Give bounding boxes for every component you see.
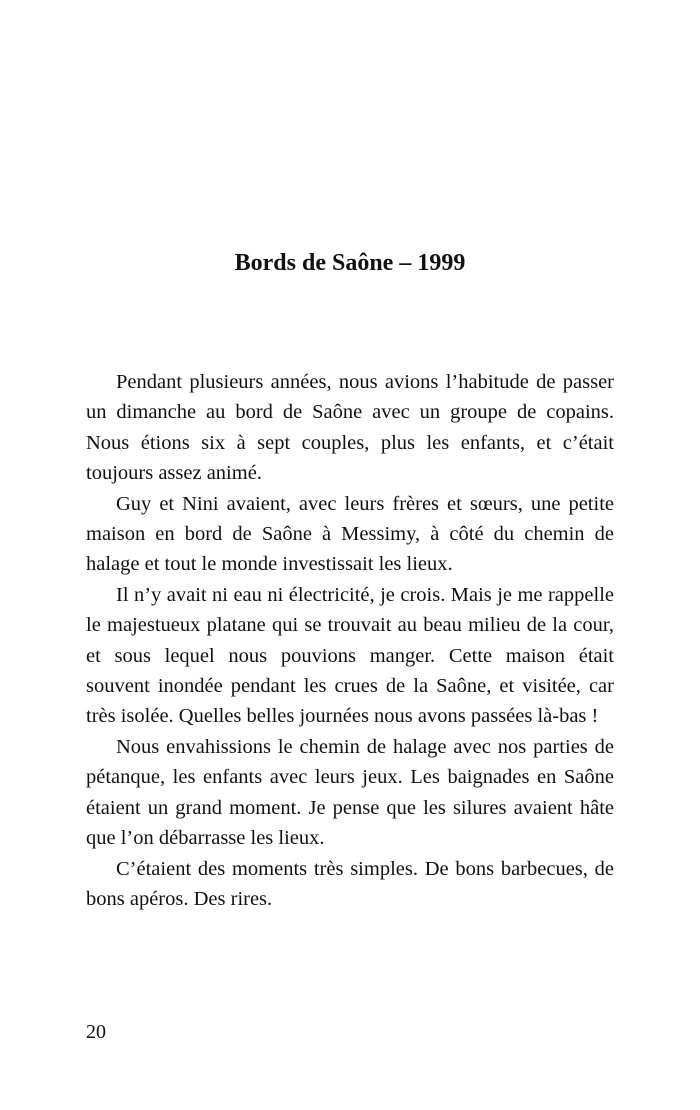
- paragraph: Pendant plusieurs années, nous avions l’habitude de passer un dimanche au bord de Saône avec un groupe de copains. Nous étions six à sept couples, plus les enfants, et c’était toujours assez animé.: [86, 371, 614, 485]
- page-number: 20: [86, 1021, 106, 1043]
- page-title: Bords de Saône – 1999: [234, 250, 466, 276]
- chapter-body: [86, 367, 614, 914]
- paragraph: Nous envahissions le chemin de halage avec nos parties de pétanque, les enfants avec leurs jeux. Les baignades en Saône étaient un grand moment. Je pense que les silures avaient hâte que l’on débarrasse les lieux.: [86, 735, 614, 850]
- paragraph: Il n’y avait ni eau ni électricité, je crois. Mais je me rappelle le majestueux platane qui se trouvait au beau milieu de la cour, et sous lequel nous pouvions manger. Cette maison était souvent inondée pendant les crues de la Saône, et visitée, car très isolée. Quelles belles journées nous avons passées là-bas !: [86, 583, 614, 728]
- paragraph: C’étaient des moments très simples. De bons barbecues, de bons apéros. Des rires.: [86, 857, 614, 910]
- paragraph: Guy et Nini avaient, avec leurs frères et sœurs, une petite maison en bord de Saône à Messimy, à côté du chemin de halage et tout le monde investissait les lieux.: [86, 492, 614, 576]
